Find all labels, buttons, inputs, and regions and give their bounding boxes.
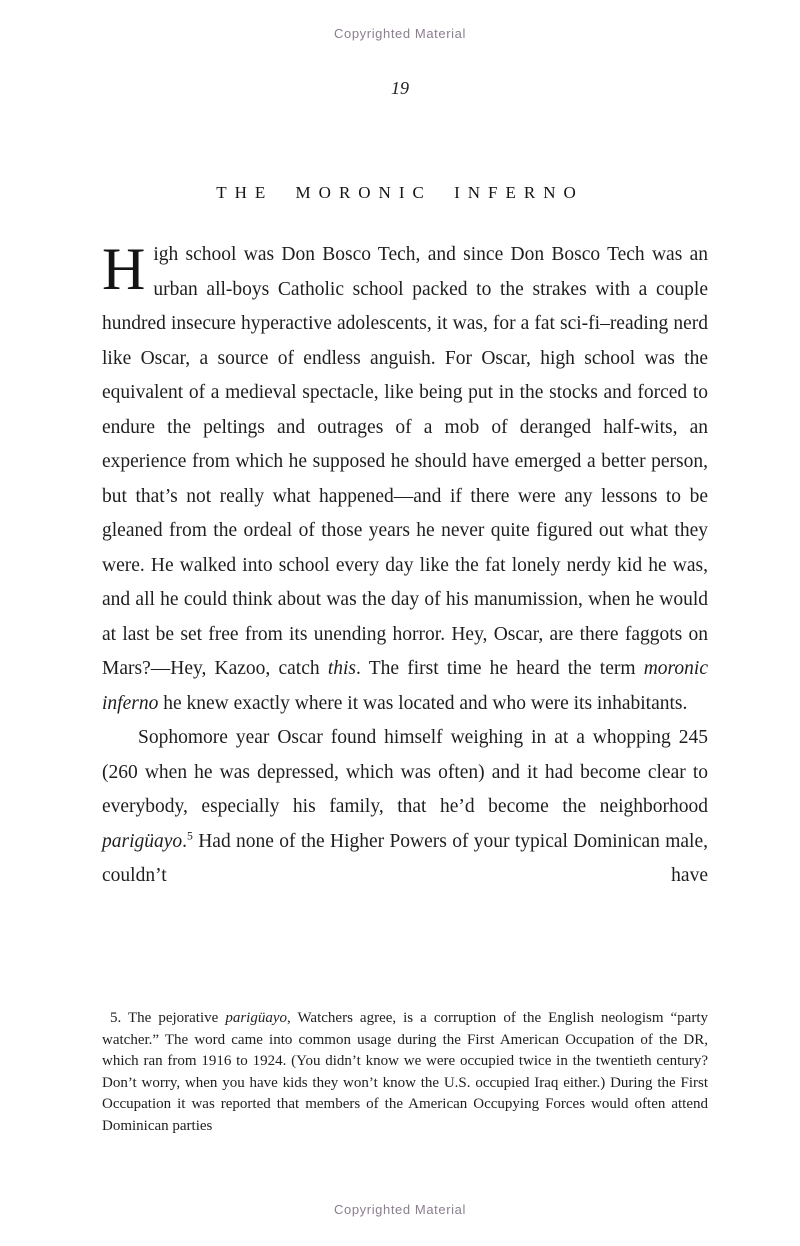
copyright-notice-top: Copyrighted Material bbox=[334, 26, 466, 41]
body-text bbox=[102, 238, 708, 894]
paragraph-1 bbox=[102, 238, 708, 721]
paragraph-1-italic-moronic-inferno: moronic inferno bbox=[102, 658, 708, 714]
page-number: 19 bbox=[391, 78, 409, 98]
drop-cap: H bbox=[102, 236, 146, 302]
paragraph-2-text-3: Had none of the Higher Powers of your typical Dominican male, couldn’t have bbox=[102, 830, 708, 886]
copyright-notice-bottom: Copyrighted Material bbox=[334, 1202, 466, 1217]
footnote-text: 5. The pejorative bbox=[110, 1010, 226, 1026]
paragraph-1-text-2: . The first time he heard the term bbox=[356, 658, 644, 679]
paragraph-2-text: Sophomore year Oscar found himself weighing in at a whopping 245 (260 when he was depressed, which was often) and it had become clear to everybody, especially his family, that he’d become the neighborhood bbox=[102, 727, 708, 817]
paragraph-2-text-2: . bbox=[182, 830, 188, 852]
paragraph-1-italic-this: this bbox=[327, 658, 356, 679]
footnote-reference: 5 bbox=[187, 829, 193, 842]
paragraph-2 bbox=[102, 721, 708, 894]
footnote-text-2: , Watchers agree, is a corruption of the English neologism “party watcher.” The word came into common usage during the First American Occupation of the DR, which ran from 1916 to 1924. (You didn’t know we were occupied twice in the twentieth century? Don’t worry, when you have kids they won’t know the U.S. occupied Iraq either.) During the First Occupation it was reported that members of the American Occupying Forces would often attend Dominican parties bbox=[102, 1010, 708, 1134]
footnote bbox=[102, 1008, 708, 1137]
paragraph-1-text: igh school was Don Bosco Tech, and since Don Bosco Tech was an urban all-boys Catholic school packed to the strakes with a couple hundred insecure hyperactive adolescents, it was, for a fat sci-fi–reading nerd like Oscar, a source of endless anguish. For Oscar, high school was the equivalent of a medieval spectacle, like being put in the stocks and forced to endure the peltings and outrages of a mob of deranged half-wits, an experience from which he supposed he should have emerged a better person, but that’s not really what happened—and if there were any lessons to be gleaned from the ordeal of those years he never quite figured out what they were. He walked into school every day like the fat lonely nerdy kid he was, and all he could think about was the day of his manumission, when he would at last be set free from its unending horror. Hey, Oscar, are there faggots on Mars?—Hey, Kazoo, catch bbox=[102, 244, 708, 679]
paragraph-1-text-3: he knew exactly where it was located and who were its inhabitants. bbox=[158, 692, 688, 714]
footnote-italic-pariguayo: parigüayo bbox=[225, 1010, 287, 1026]
chapter-title: THE MORONIC INFERNO bbox=[216, 183, 584, 202]
paragraph-2-italic-pariguayo: parigüayo bbox=[102, 830, 183, 852]
